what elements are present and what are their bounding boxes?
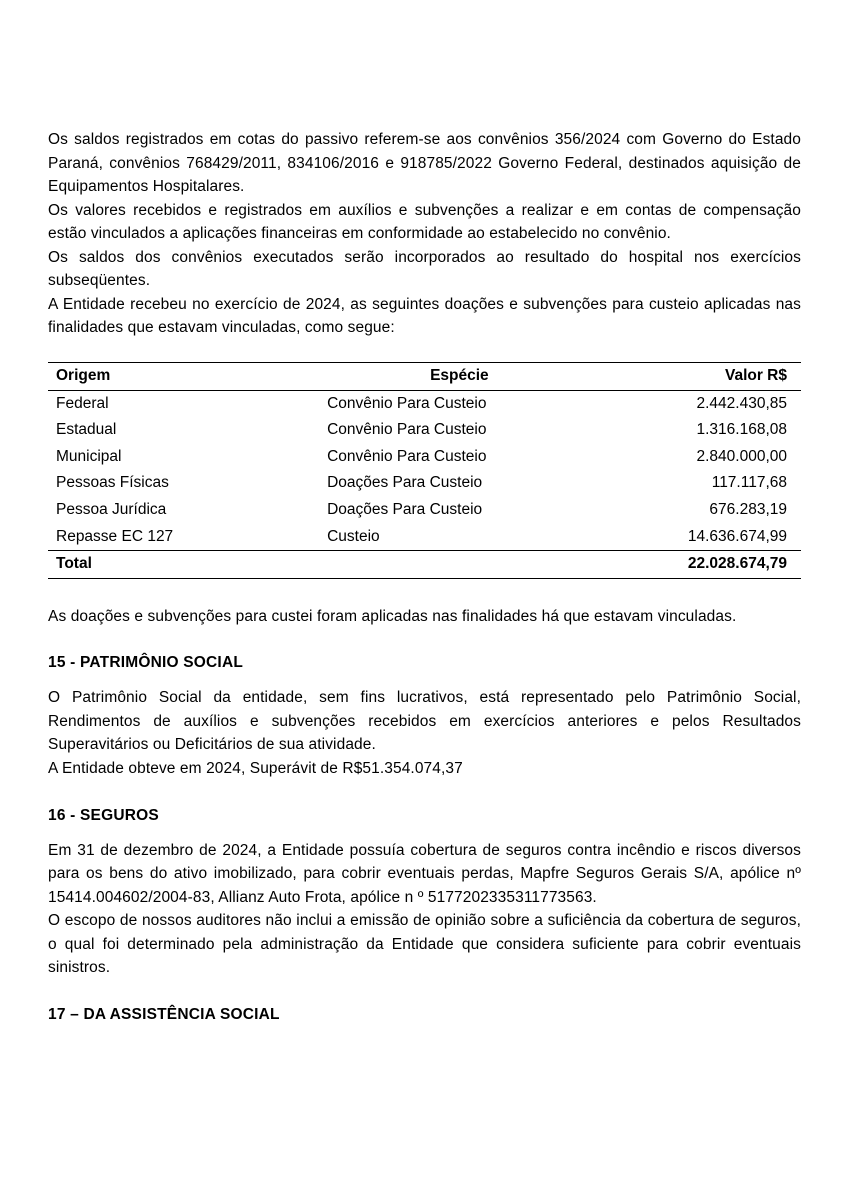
cell-valor: 1.316.168,08	[696, 421, 787, 439]
cell-total-label: Total	[48, 551, 319, 579]
cell-origem: Federal	[56, 394, 109, 412]
paragraph-patrimonio-social-2: A Entidade obteve em 2024, Superávit de R$51.354.074,37	[48, 759, 463, 777]
heading-assistencia-social: 17 – DA ASSISTÊNCIA SOCIAL	[48, 1005, 280, 1023]
table-footer	[48, 551, 801, 579]
intro-paragraphs	[48, 128, 801, 340]
cell-especie: Doações Para Custeio	[327, 500, 483, 518]
table-header-row	[48, 362, 801, 390]
paragraph-seguros-2: O escopo de nossos auditores não inclui a emissão de opinião sobre a suficiência da cobertura de seguros, o qual foi determinado pela administração da Entidade que considera suficiente para cobrir eventuais sinistros.	[48, 912, 801, 977]
cell-especie: Custeio	[327, 527, 380, 545]
cell-valor: 676.283,19	[709, 500, 787, 518]
cell-origem: Pessoa Jurídica	[56, 500, 167, 518]
spacer-after-heading-16	[48, 825, 801, 839]
spacer-before-section-17	[48, 980, 801, 1006]
cell-total-valor: 22.028.674,79	[598, 551, 801, 579]
table-total-row	[48, 551, 801, 579]
column-header-especie: Espécie	[319, 362, 598, 390]
table-row	[48, 390, 801, 417]
paragraph-patrimonio-social-1: O Patrimônio Social da entidade, sem fins lucrativos, está representado pelo Patrimônio Social, Rendimentos de auxílios e subvenções recebidos em exercícios anteriores e pelos Resultados Superavitários ou Deficitários de sua atividade.	[48, 689, 801, 754]
table-row	[48, 497, 801, 524]
cell-valor: 2.442.430,85	[696, 394, 787, 412]
spacer-before-section-16	[48, 781, 801, 807]
cell-especie: Convênio Para Custeio	[327, 421, 487, 439]
spacer-after-table	[48, 583, 801, 605]
cell-especie: Doações Para Custeio	[327, 474, 483, 492]
cell-especie: Convênio Para Custeio	[327, 394, 487, 412]
table-row	[48, 470, 801, 497]
paragraph-valores-recebidos: Os valores recebidos e registrados em auxílios e subvenções a realizar e em contas de compensação estão vinculados a aplicações financeiras em conformidade ao estabelecido no convênio.	[48, 201, 801, 243]
cell-valor: 14.636.674,99	[687, 527, 787, 545]
cell-valor: 2.840.000,00	[696, 447, 787, 465]
cell-especie: Convênio Para Custeio	[327, 447, 487, 465]
heading-patrimonio-social: 15 - PATRIMÔNIO SOCIAL	[48, 654, 244, 672]
column-header-valor: Valor R$	[598, 362, 801, 390]
table-header	[48, 362, 801, 390]
cell-origem: Estadual	[56, 421, 117, 439]
spacer-before-section-15	[48, 628, 801, 654]
donations-table	[48, 362, 801, 579]
paragraph-convenios: Os saldos registrados em cotas do passivo referem-se aos convênios 356/2024 com Governo do Estado Paraná, convênios 768429/2011, 834106/2016 e 918785/2022 Governo Federal, destinados aquisição de Equipamentos Hospitalares.	[48, 131, 801, 196]
table-row	[48, 444, 801, 471]
table-body	[48, 390, 801, 551]
heading-seguros: 16 - SEGUROS	[48, 806, 159, 824]
cell-origem: Municipal	[56, 447, 122, 465]
table-row	[48, 524, 801, 551]
cell-origem: Repasse EC 127	[56, 527, 174, 545]
spacer-after-heading-15	[48, 672, 801, 686]
table-row	[48, 417, 801, 444]
cell-valor: 117.117,68	[711, 474, 787, 492]
paragraph-doacoes-aplicadas: As doações e subvenções para custei foram aplicadas nas finalidades há que estavam vinculadas.	[48, 607, 737, 625]
cell-total-especie	[319, 551, 598, 579]
paragraph-saldos-convenios: Os saldos dos convênios executados serão incorporados ao resultado do hospital nos exercícios subseqüentes.	[48, 248, 801, 290]
paragraph-seguros-1: Em 31 de dezembro de 2024, a Entidade possuía cobertura de seguros contra incêndio e riscos diversos para os bens do ativo imobilizado, para cobrir eventuais perdas, Mapfre Seguros Gerais S/A, apólice nº 15414.004602/2004-83, Allianz Auto Frota, apólice n º 5177202335311773563.	[48, 841, 801, 906]
paragraph-doacoes-intro: A Entidade recebeu no exercício de 2024, as seguintes doações e subvenções para custeio aplicadas nas finalidades que estavam vinculadas, como segue:	[48, 295, 801, 337]
column-header-origem: Origem	[48, 362, 319, 390]
cell-origem: Pessoas Físicas	[56, 474, 169, 492]
